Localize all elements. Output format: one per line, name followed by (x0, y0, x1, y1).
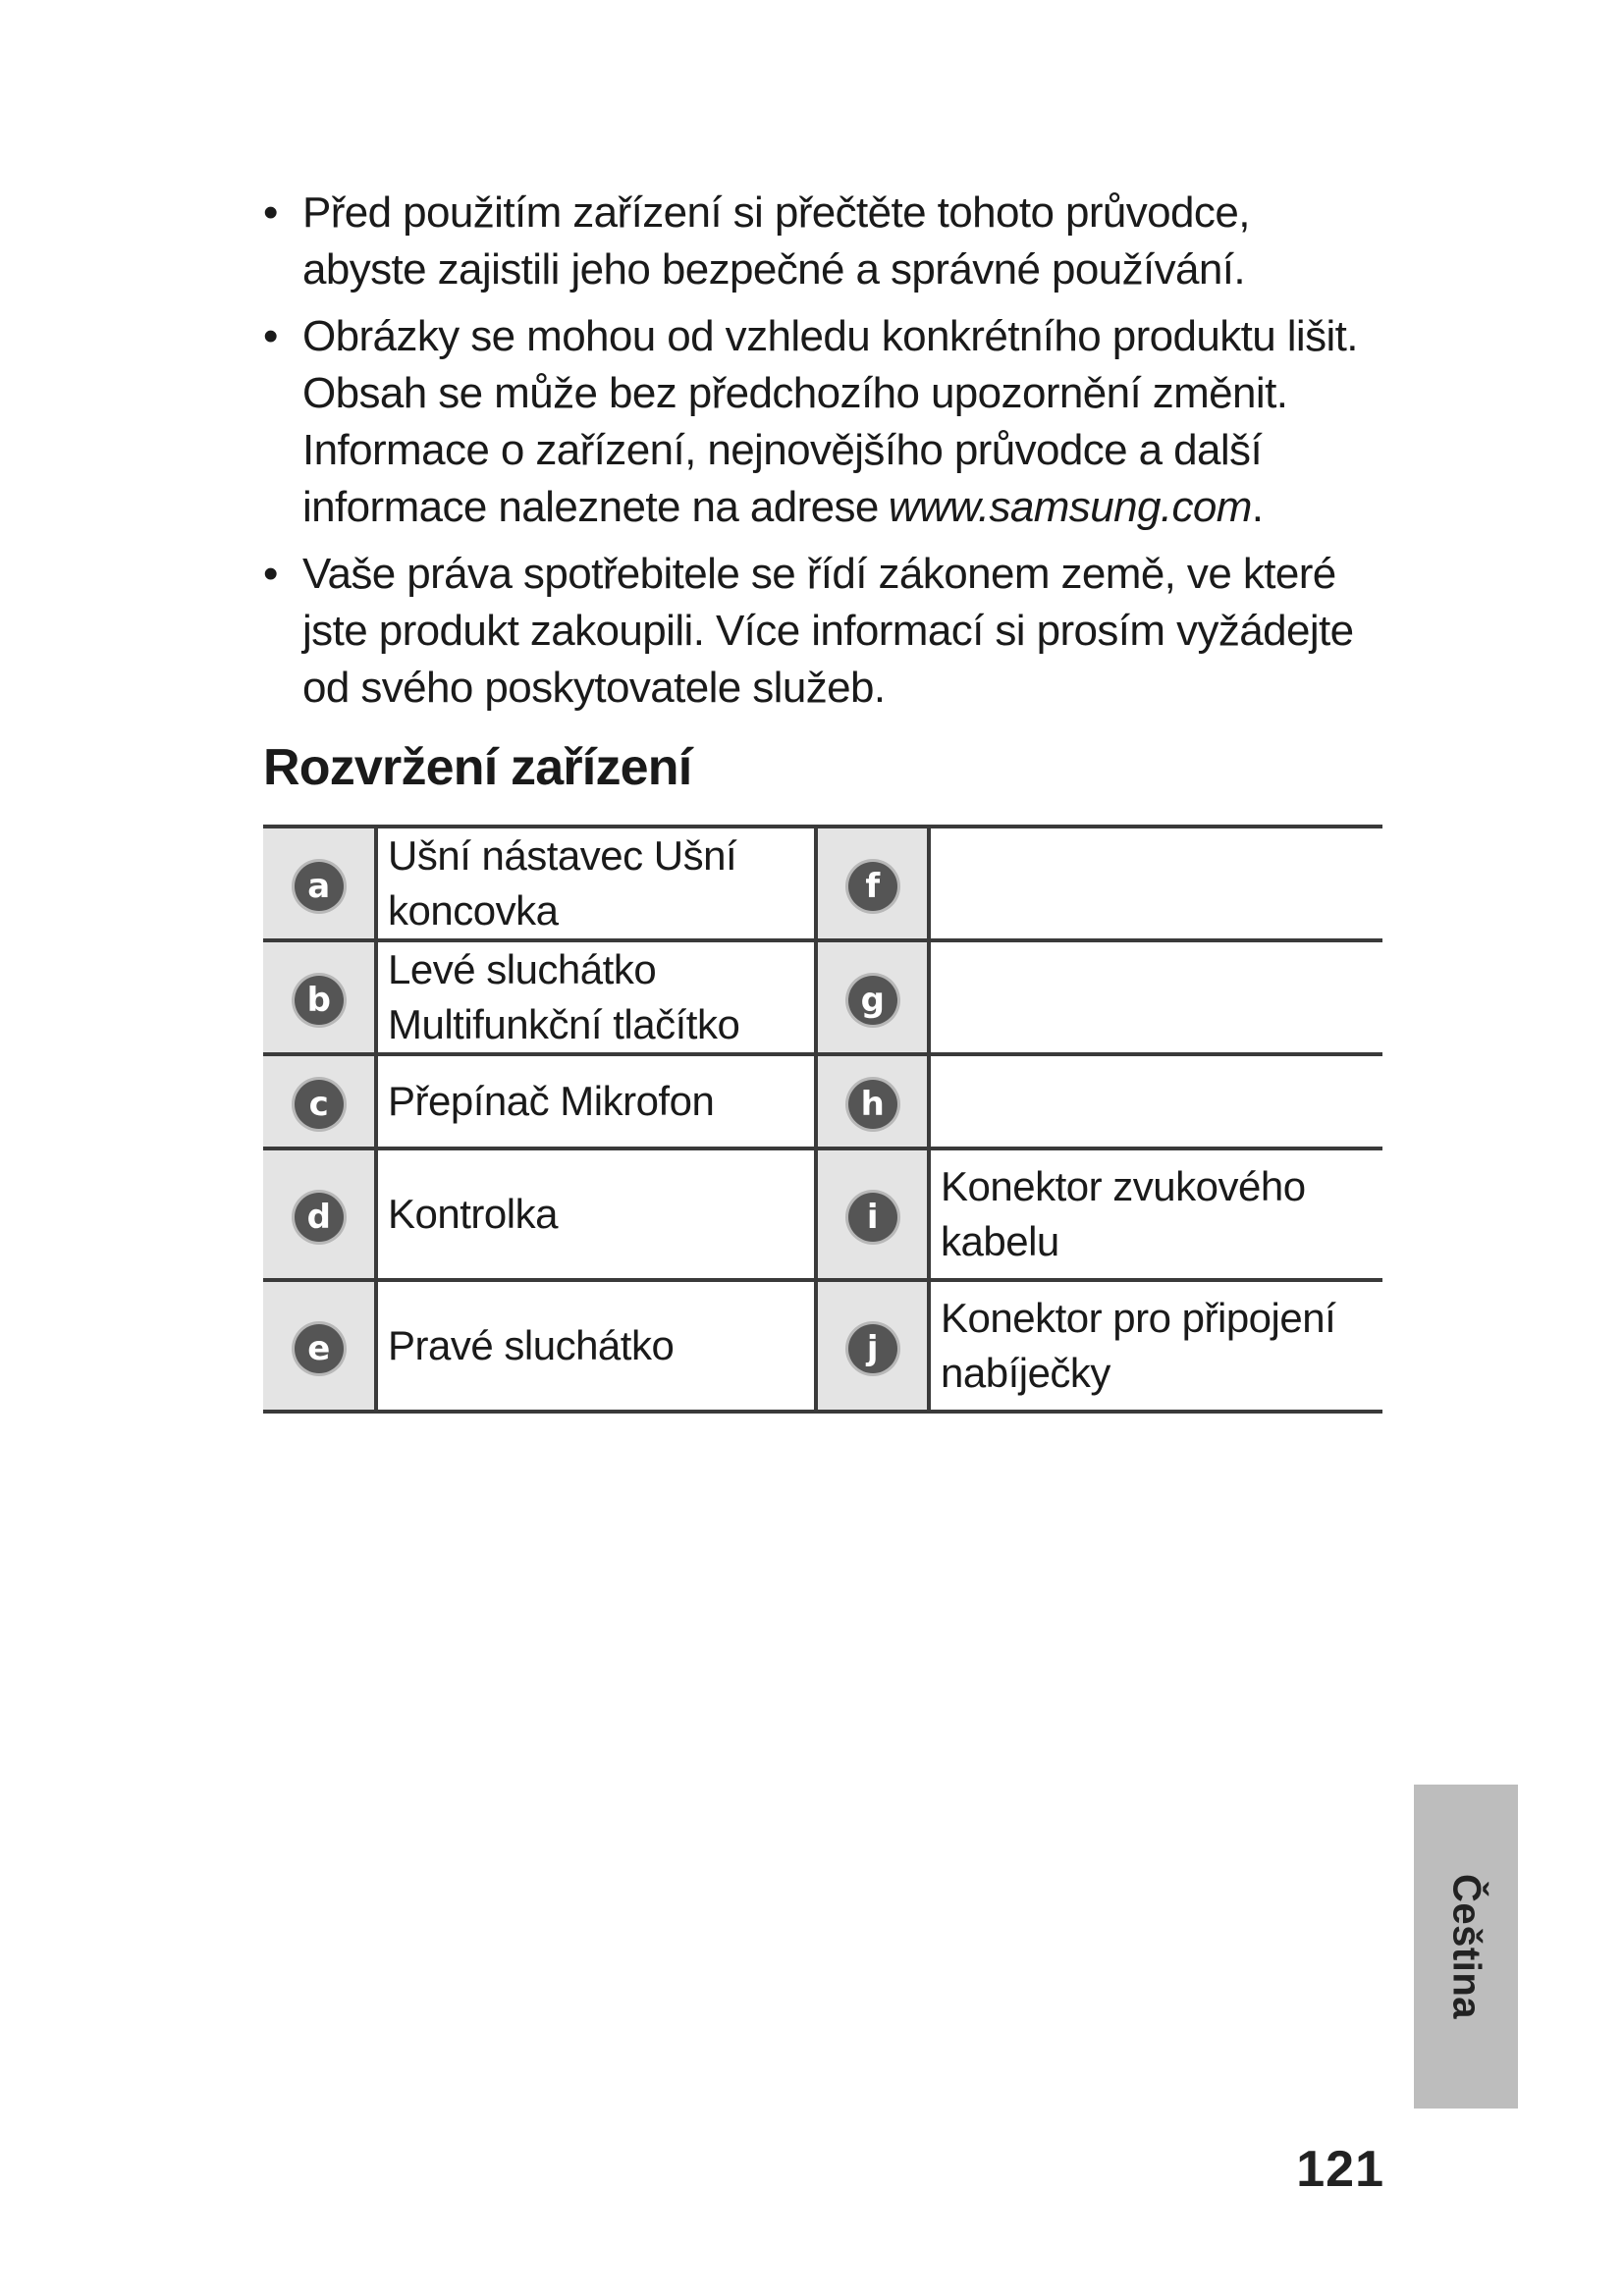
letter-badge-icon: i (848, 1193, 897, 1242)
table-row (263, 940, 1382, 1054)
letter-badge-cell (263, 940, 376, 1054)
bullet-text: Obrázky se mohou od vzhledu konkrétního produktu lišit. Obsah se může bez předchozího upozornění změnit. Informace o zařízení, nejnovějšího průvodce a další informace naleznete na adrese (302, 312, 1358, 531)
letter-badge-cell (263, 827, 376, 940)
letter-badge-cell (263, 1280, 376, 1412)
part-label: Konektor pro připojení nabíječky (929, 1280, 1382, 1412)
letter-badge-icon: e (295, 1324, 344, 1373)
section-heading: Rozvržení zařízení (263, 739, 692, 796)
part-label: Pravé sluchátko (376, 1280, 816, 1412)
letter-badge-cell (263, 1148, 376, 1280)
letter-badge-cell (816, 827, 929, 940)
bullet-item (263, 185, 1382, 298)
part-label (929, 827, 1382, 940)
letter-badge-cell (816, 1148, 929, 1280)
bullet-text: Vaše práva spotřebitele se řídí zákonem země, ve které jste produkt zakoupili. Více informací si prosím vyžádejte od svého poskytovatele služeb. (302, 550, 1354, 712)
part-label (929, 940, 1382, 1054)
letter-badge-cell (816, 940, 929, 1054)
part-label (929, 1054, 1382, 1148)
letter-badge-icon: j (848, 1324, 897, 1373)
bullet-item (263, 308, 1382, 536)
letter-badge-icon: a (295, 862, 344, 911)
part-label: Ušní nástavec Ušní koncovka (376, 827, 816, 940)
letter-badge-cell (816, 1280, 929, 1412)
letter-badge-icon: b (295, 976, 344, 1025)
bullet-text: Před použitím zařízení si přečtěte tohoto průvodce, abyste zajistili jeho bezpečné a správné používání. (302, 188, 1250, 294)
language-side-tab (1414, 1785, 1518, 2109)
language-tab-label: Čeština (1444, 1874, 1489, 2019)
page-number: 121 (1296, 2141, 1384, 2198)
letter-badge-cell (816, 1054, 929, 1148)
part-label: Přepínač Mikrofon (376, 1054, 816, 1148)
letter-badge-icon: f (848, 862, 897, 911)
part-label: Levé sluchátko Multifunkční tlačítko (376, 940, 816, 1054)
letter-badge-icon: g (848, 976, 897, 1025)
letter-badge-icon: c (295, 1080, 344, 1129)
bullet-suffix: . (1251, 483, 1264, 531)
letter-badge-icon: d (295, 1193, 344, 1242)
table-row (263, 1054, 1382, 1148)
table-row (263, 1280, 1382, 1412)
bullet-dot-icon: • (263, 550, 278, 598)
part-label: Konektor zvukového kabelu (929, 1148, 1382, 1280)
device-layout-table (263, 825, 1382, 1414)
samsung-website-link[interactable]: www.samsung.com (888, 483, 1252, 531)
table-row (263, 827, 1382, 940)
bullet-dot-icon: • (263, 312, 278, 360)
letter-badge-icon: h (848, 1080, 897, 1129)
bullet-item (263, 546, 1382, 717)
part-label: Kontrolka (376, 1148, 816, 1280)
table-row (263, 1148, 1382, 1280)
intro-bullet-list (263, 185, 1382, 726)
bullet-dot-icon: • (263, 188, 278, 237)
letter-badge-cell (263, 1054, 376, 1148)
